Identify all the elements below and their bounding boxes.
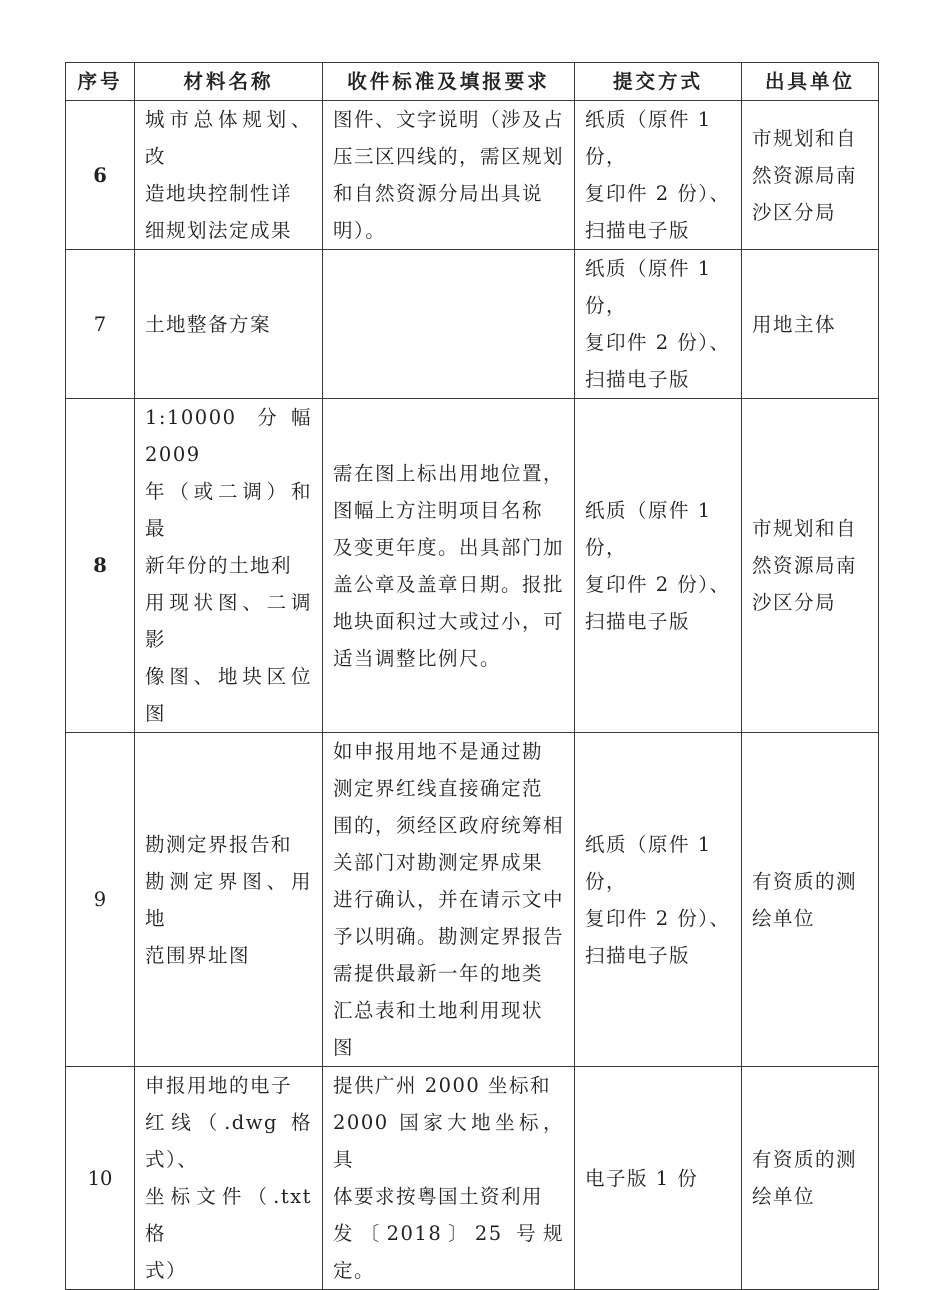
header-issuer: 出具单位 [742, 63, 879, 101]
table-row [66, 733, 879, 1067]
row-standard: 需在图上标出用地位置， 图幅上方注明项目名称 及变更年度。出具部门加 盖公章及盖章日期。报批 地块面积过大或过小，可 适当调整比例尺。 [323, 399, 575, 733]
table-row [66, 399, 879, 733]
header-seq: 序号 [66, 63, 135, 101]
row-issuer: 有资质的测 绘单位 [742, 733, 879, 1067]
row-submit-method: 纸质（原件 1 份， 复印件 2 份）、 扫描电子版 [575, 733, 742, 1067]
row-submit-method: 电子版 1 份 [575, 1067, 742, 1290]
row-material-name: 勘测定界报告和 勘测定界图、用地 范围界址图 [135, 733, 323, 1067]
row-standard: 提供广州 2000 坐标和 2000 国家大地坐标，具 体要求按粤国土资利用 发〔2018〕25 号规定。 [323, 1067, 575, 1290]
header-standard: 收件标准及填报要求 [323, 63, 575, 101]
row-submit-method: 纸质（原件 1 份， 复印件 2 份）、 扫描电子版 [575, 101, 742, 250]
row-material-name: 城市总体规划、改 造地块控制性详 细规划法定成果 [135, 101, 323, 250]
row-seq: 6 [66, 101, 135, 250]
row-submit-method: 纸质（原件 1 份， 复印件 2 份）、 扫描电子版 [575, 399, 742, 733]
table-row [66, 1067, 879, 1290]
row-issuer: 用地主体 [742, 250, 879, 399]
header-submit-method: 提交方式 [575, 63, 742, 101]
row-material-name: 申报用地的电子 红线（.dwg 格式）、 坐标文件（.txt 格 式） [135, 1067, 323, 1290]
row-issuer: 市规划和自 然资源局南 沙区分局 [742, 399, 879, 733]
materials-table [65, 62, 879, 1290]
row-seq: 10 [66, 1067, 135, 1290]
row-seq: 9 [66, 733, 135, 1067]
table-row [66, 101, 879, 250]
row-submit-method: 纸质（原件 1 份， 复印件 2 份）、 扫描电子版 [575, 250, 742, 399]
row-seq: 8 [66, 399, 135, 733]
row-issuer: 有资质的测 绘单位 [742, 1067, 879, 1290]
header-material-name: 材料名称 [135, 63, 323, 101]
table-header-row [66, 63, 879, 101]
table-row [66, 250, 879, 399]
row-material-name: 土地整备方案 [135, 250, 323, 399]
row-standard: 图件、文字说明（涉及占 压三区四线的，需区规划 和自然资源分局出具说 明）。 [323, 101, 575, 250]
row-standard: 如申报用地不是通过勘 测定界红线直接确定范 围的，须经区政府统筹相 关部门对勘测定界成果 进行确认，并在请示文中 予以明确。勘测定界报告 需提供最新一年的地类 汇总表和土地利用现状 图 [323, 733, 575, 1067]
row-issuer: 市规划和自 然资源局南 沙区分局 [742, 101, 879, 250]
row-material-name: 1:10000 分幅 2009 年（或二调）和最 新年份的土地利 用现状图、二调影 像图、地块区位图 [135, 399, 323, 733]
materials-table-sheet [65, 62, 879, 1290]
row-seq: 7 [66, 250, 135, 399]
row-standard [323, 250, 575, 399]
